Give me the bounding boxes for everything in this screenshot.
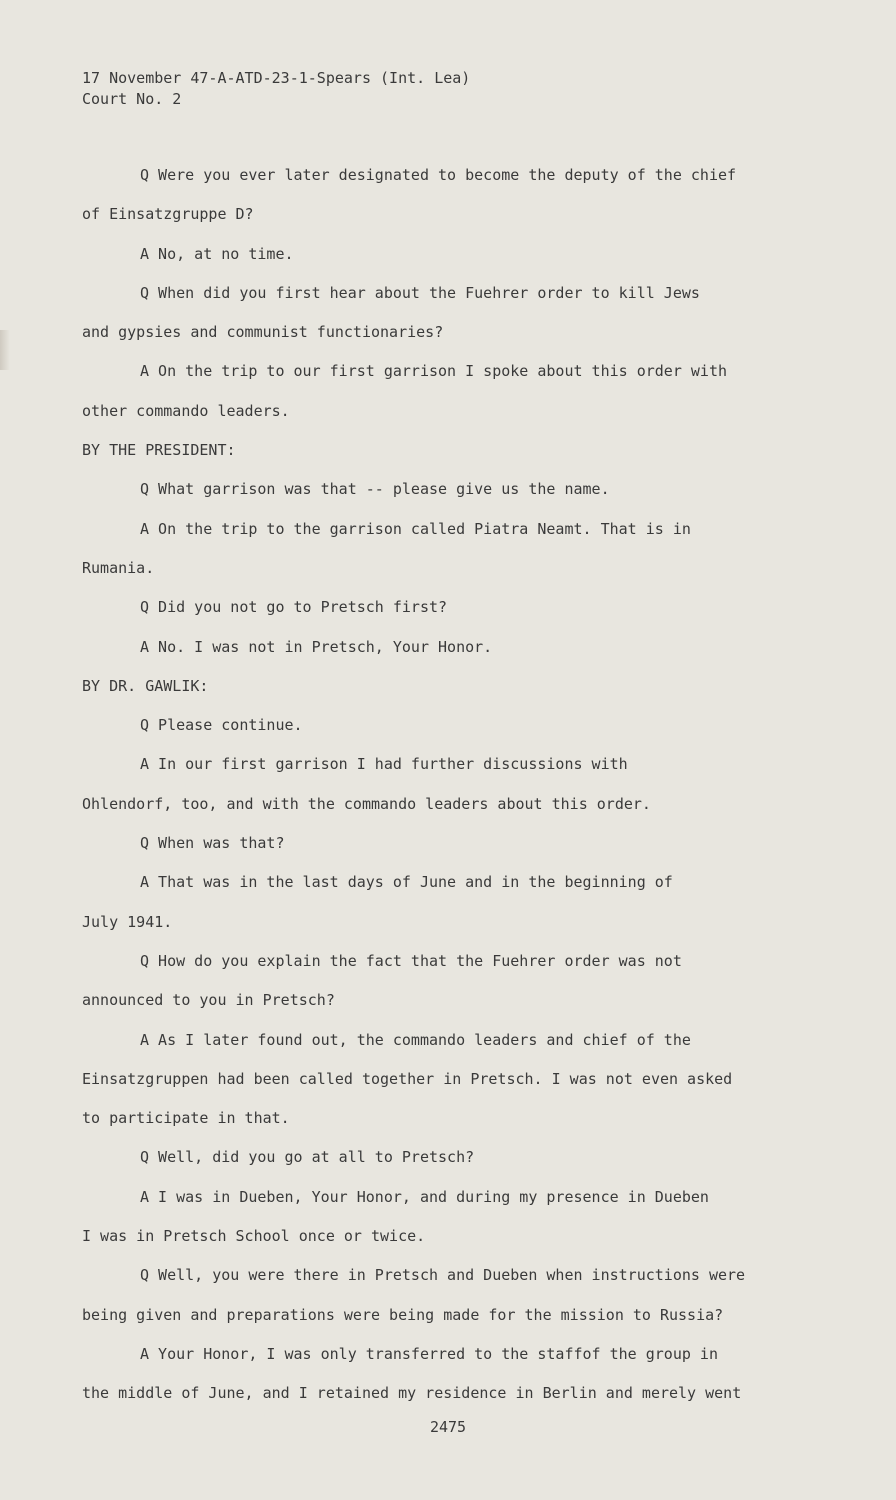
transcript-line: A I was in Dueben, Your Honor, and during my presence in Dueben — [140, 1187, 709, 1206]
transcript-line: A No, at no time. — [140, 244, 294, 263]
transcript-line: A No. I was not in Pretsch, Your Honor. — [140, 637, 493, 656]
transcript-line: Q Well, you were there in Pretsch and Dueben when instructions were — [140, 1266, 746, 1285]
transcript-line: to participate in that. — [82, 1109, 290, 1128]
header-line-2: Court No. 2 — [82, 90, 182, 108]
page-number: 2475 — [429, 1418, 467, 1436]
transcript-body — [82, 160, 812, 1418]
paper-edge-mark — [0, 330, 10, 370]
transcript-line: I was in Pretsch School once or twice. — [82, 1227, 426, 1246]
transcript-line: Q Please continue. — [140, 716, 303, 735]
transcript-line: Ohlendorf, too, and with the commando leaders about this order. — [82, 794, 651, 813]
transcript-line: A As I later found out, the commando leaders and chief of the — [140, 1030, 691, 1049]
transcript-line: A On the trip to the garrison called Piatra Neamt. That is in — [140, 519, 691, 538]
transcript-line: A On the trip to our first garrison I spoke about this order with — [140, 362, 727, 381]
transcript-line: the middle of June, and I retained my residence in Berlin and merely went — [82, 1384, 742, 1403]
document-header — [82, 68, 470, 110]
transcript-line: Q Were you ever later designated to become the deputy of the chief — [140, 166, 737, 184]
transcript-line: of Einsatzgruppe D? — [82, 205, 254, 224]
transcript-line: Einsatzgruppen had been called together in Pretsch. I was not even asked — [82, 1069, 733, 1088]
transcript-line: A Your Honor, I was only transferred to the staffof the group in — [140, 1344, 718, 1363]
header-line-1: 17 November 47-A-ATD-23-1-Spears (Int. Lea) — [82, 69, 471, 87]
transcript-line: Q When was that? — [140, 834, 285, 853]
transcript-line: A In our first garrison I had further discussions with — [140, 755, 628, 774]
transcript-line: Q Well, did you go at all to Pretsch? — [140, 1148, 475, 1167]
transcript-line: and gypsies and communist functionaries? — [82, 323, 444, 342]
transcript-line: July 1941. — [82, 912, 173, 931]
transcript-line: Q How do you explain the fact that the Fuehrer order was not — [140, 951, 682, 970]
transcript-line: Q Did you not go to Pretsch first? — [140, 598, 448, 617]
transcript-line: BY THE PRESIDENT: — [82, 441, 236, 460]
transcript-line: other commando leaders. — [82, 401, 290, 420]
transcript-line: A That was in the last days of June and in the beginning of — [140, 873, 673, 892]
transcript-line: announced to you in Pretsch? — [82, 991, 335, 1010]
transcript-line: being given and preparations were being made for the mission to Russia? — [82, 1305, 724, 1324]
transcript-line: BY DR. GAWLIK: — [82, 676, 209, 695]
transcript-line: Q What garrison was that -- please give us the name. — [140, 480, 610, 499]
transcript-line: Q When did you first hear about the Fuehrer order to kill Jews — [140, 283, 700, 302]
transcript-line: Rumania. — [82, 558, 155, 577]
